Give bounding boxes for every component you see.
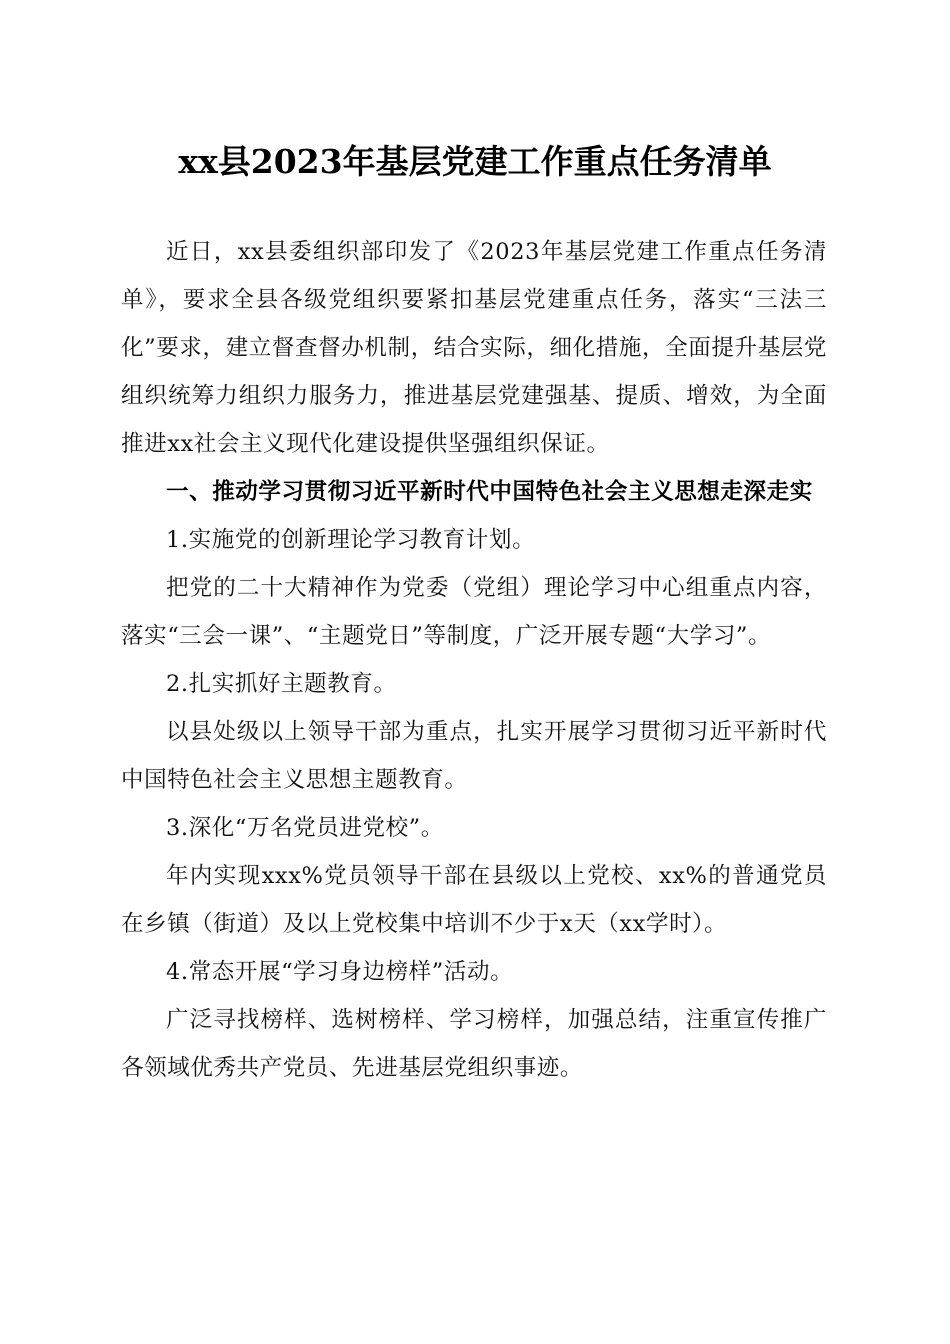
item-title: 2.扎实抓好主题教育。	[166, 671, 397, 697]
item-title: 3.深化“万名党员进党校”。	[166, 815, 444, 841]
item-title: 4.常态开展“学习身边榜样”活动。	[166, 959, 514, 985]
section-heading: 一、推动学习贯彻习近平新时代中国特色社会主义思想走深走实	[166, 479, 813, 505]
document-body	[121, 228, 827, 1092]
item-content: 以县处级以上领导干部为重点，扎实开展学习贯彻习近平新时代中国特色社会主义思想主题教育。	[121, 719, 827, 793]
intro-paragraph: 近日，xx县委组织部印发了《2023年基层党建工作重点任务清单》，要求全县各级党组织要紧扣基层党建重点任务，落实“三法三化”要求，建立督查督办机制，结合实际，细化措施，全面提升基层党组织统筹力组织力服务力，推进基层党建强基、提质、增效，为全面推进xx社会主义现代化建设提供坚强组织保证。	[121, 239, 827, 457]
item-content: 年内实现xxx%党员领导干部在县级以上党校、xx%的普通党员在乡镇（街道）及以上党校集中培训不少于x天（xx学时）。	[121, 863, 827, 937]
document-title: xx县2023年基层党建工作重点任务清单	[178, 142, 772, 181]
item-content: 广泛寻找榜样、选树榜样、学习榜样，加强总结，注重宣传推广各领域优秀共产党员、先进基层党组织事迹。	[121, 1007, 827, 1081]
item-content: 把党的二十大精神作为党委（党组）理论学习中心组重点内容，落实“三会一课”、“主题党日”等制度，广泛开展专题“大学习”。	[121, 575, 827, 649]
item-title: 1.实施党的创新理论学习教育计划。	[166, 527, 536, 553]
